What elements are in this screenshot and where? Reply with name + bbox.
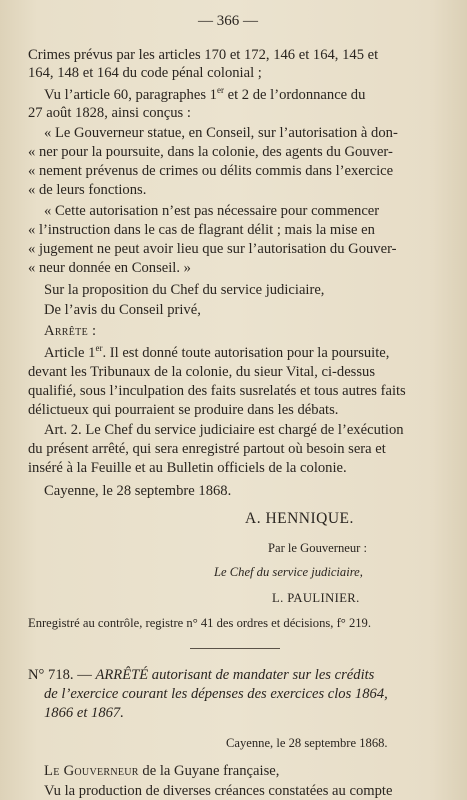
signature-by: Par le Gouverneur : bbox=[268, 541, 367, 555]
article-line: Art. 2. Le Chef du service judiciaire est chargé de l’exécution bbox=[44, 422, 404, 438]
quote-line: « nement prévenus de crimes ou délits commis dans l’exercice bbox=[28, 163, 394, 179]
text-line: 27 août 1828, ainsi conçus : bbox=[28, 105, 191, 121]
quote-line: « l’instruction dans le cas de flagrant délit ; mais la mise en bbox=[28, 222, 375, 238]
quote-line: « Le Gouverneur statue, en Conseil, sur l’autorisation à don- bbox=[44, 125, 398, 141]
decree-intro: Le Gouverneur de la Guyane française, bbox=[44, 763, 280, 779]
signature-name: A. HENNIQUE. bbox=[245, 510, 354, 527]
quote-line: « neur donnée en Conseil. » bbox=[28, 260, 191, 276]
decree-title: 1866 et 1867. bbox=[44, 705, 124, 721]
decree-date: Cayenne, le 28 septembre 1868. bbox=[226, 736, 388, 750]
quote-line: « ner pour la poursuite, dans la colonie, des agents du Gouver- bbox=[28, 144, 393, 160]
text-line: Sur la proposition du Chef du service judiciaire, bbox=[44, 282, 325, 298]
signature-title: Le Chef du service judiciaire, bbox=[214, 565, 363, 579]
article-line: Article 1er. Il est donné toute autorisation pour la poursuite, bbox=[44, 343, 390, 361]
article-line: du présent arrêté, qui sera enregistré partout où besoin sera et bbox=[28, 441, 386, 457]
quote-line: « jugement ne peut avoir lieu que sur l’autorisation du Gouver- bbox=[28, 241, 397, 257]
decree-body: Vu la production de diverses créances constatées au compte bbox=[44, 783, 393, 799]
quote-line: « de leurs fonctions. bbox=[28, 182, 147, 198]
arrete-heading: Arrête : bbox=[44, 323, 97, 339]
page-number: — 366 — bbox=[198, 13, 258, 29]
divider bbox=[190, 648, 280, 649]
signature-name-2: L. PAULINIER. bbox=[272, 591, 360, 605]
article-line: qualifié, sous l’inculpation des faits susrelatés et tous autres faits bbox=[28, 383, 406, 399]
article-line: délictueux qui pourraient se produire dans les débats. bbox=[28, 402, 339, 418]
text-line: 164, 148 et 164 du code pénal colonial ; bbox=[28, 65, 262, 81]
text-line: Vu l’article 60, paragraphes 1er et 2 de l’ordonnance du bbox=[44, 85, 366, 103]
text-line: Crimes prévus par les articles 170 et 172, 146 et 164, 145 et bbox=[28, 47, 379, 63]
article-line: inséré à la Feuille et au Bulletin officiels de la colonie. bbox=[28, 460, 347, 476]
quote-line: « Cette autorisation n’est pas nécessaire pour commencer bbox=[44, 203, 380, 219]
decree-title: de l’exercice courant les dépenses des exercices clos 1864, bbox=[44, 686, 388, 702]
article-line: devant les Tribunaux de la colonie, du sieur Vital, ci-dessus bbox=[28, 364, 376, 380]
registry-line: Enregistré au contrôle, registre n° 41 des ordres et décisions, f° 219. bbox=[28, 616, 372, 630]
decree-title: N° 718. — ARRÊTÉ autorisant de mandater sur les crédits bbox=[28, 667, 375, 683]
date-line: Cayenne, le 28 septembre 1868. bbox=[44, 483, 232, 499]
text-line: De l’avis du Conseil privé, bbox=[44, 302, 201, 318]
